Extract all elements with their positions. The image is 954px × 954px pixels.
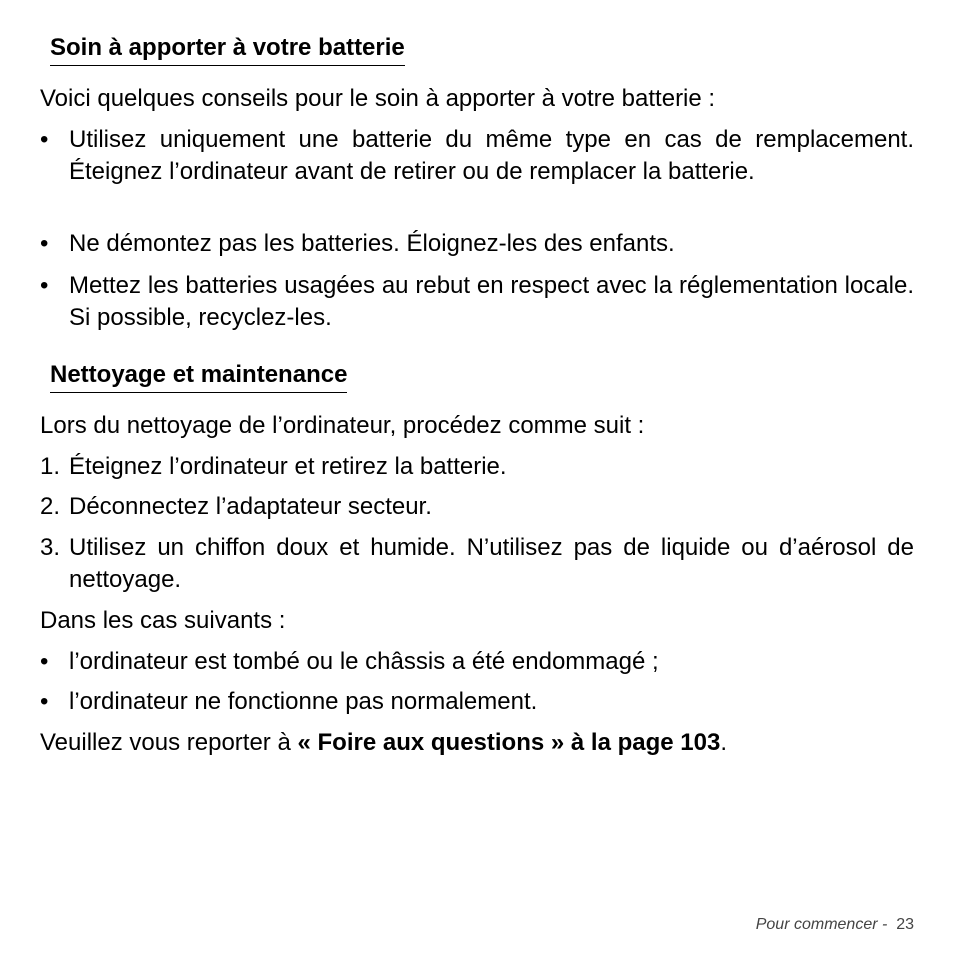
bullet-marker: • [40,230,49,257]
numbered-step [40,451,914,483]
numbered-step [40,491,914,523]
bullet-marker: • [40,688,49,715]
step-number: 2. [40,493,61,520]
step-text: Éteignez l’ordinateur et retirez la batterie. [69,453,507,480]
step-text: Utilisez un chiffon doux et humide. N’utilisez pas de liquide ou d’aérosol de nettoyage. [69,534,914,593]
numbered-step [40,532,914,596]
footer-label: Pour commencer - [755,916,897,933]
cleaning-intro-paragraph: Lors du nettoyage de l’ordinateur, procédez comme suit : [40,412,645,439]
cases-intro-paragraph: Dans les cas suivants : [40,607,286,634]
reference-paragraph [40,727,914,759]
list-item-text: Mettez les batteries usagées au rebut en respect avec la réglementation locale. Si possible, recyclez-les. [69,272,914,331]
step-number: 1. [40,453,61,480]
section-heading-cleaning: Nettoyage et maintenance [50,361,347,393]
list-item-text: Utilisez uniquement une batterie du même type en cas de remplacement. Éteignez l’ordinateur avant de retirer ou de remplacer la batterie. [69,126,914,185]
list-item [40,646,914,678]
step-number: 3. [40,534,61,561]
section-heading-battery-care: Soin à apporter à votre batterie [50,34,405,66]
reference-prefix: Veuillez vous reporter à [40,729,298,756]
list-item [40,228,914,260]
bullet-marker: • [40,648,49,675]
bullet-marker: • [40,272,49,299]
page-number: 23 [896,916,914,933]
page-footer [756,916,914,934]
step-text: Déconnectez l’adaptateur secteur. [69,493,432,520]
battery-intro-paragraph: Voici quelques conseils pour le soin à apporter à votre batterie : [40,85,716,112]
bullet-marker: • [40,126,49,153]
list-item [40,270,914,334]
list-item [40,124,914,188]
list-item [40,686,914,718]
reference-suffix: . [720,729,727,756]
list-item-text: l’ordinateur est tombé ou le châssis a été endommagé ; [69,648,659,675]
faq-page-link[interactable]: « Foire aux questions » à la page 103 [297,729,721,756]
list-item-text: l’ordinateur ne fonctionne pas normalement. [69,688,538,715]
list-item-text: Ne démontez pas les batteries. Éloignez-les des enfants. [69,230,675,257]
